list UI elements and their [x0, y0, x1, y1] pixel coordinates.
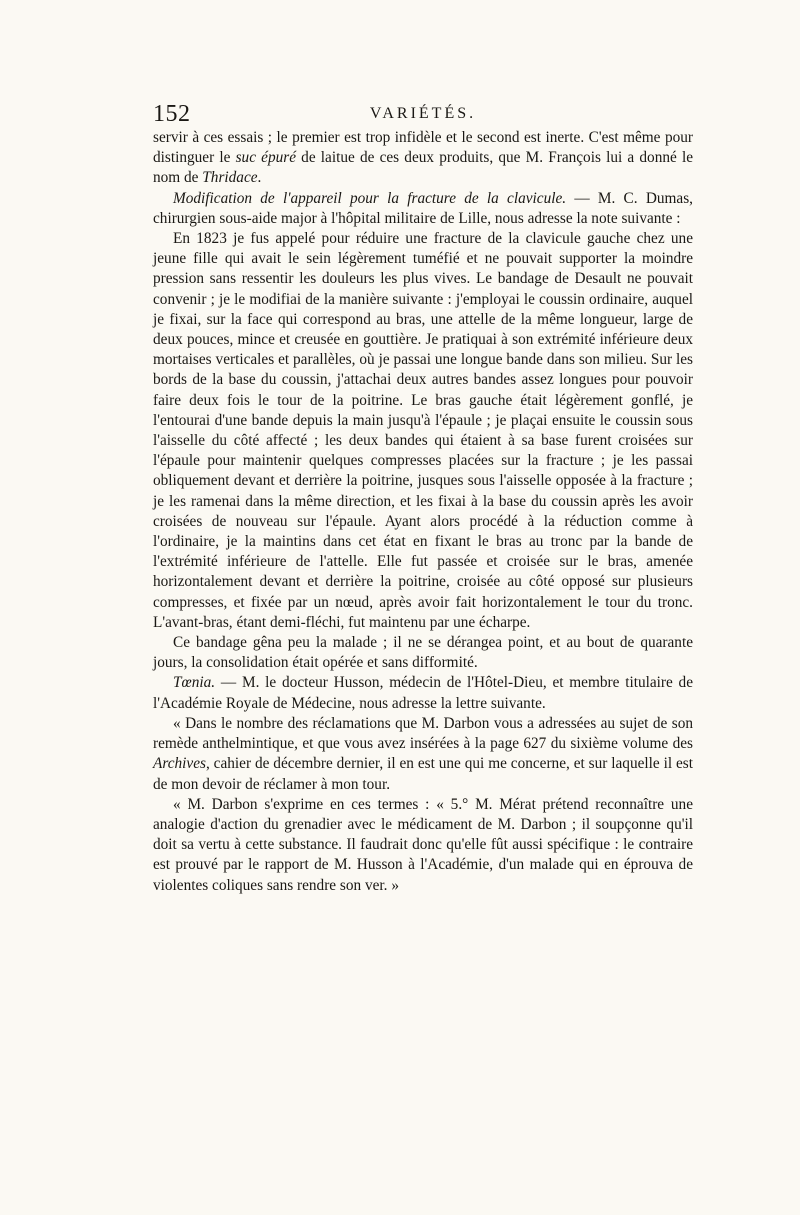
text-run: — M. C. Dumas, chirurgien sous-aide major à l'hôpital militaire de Lille, nous adresse la note suivante : — [153, 189, 693, 227]
paragraph-clavicle-intro — [153, 189, 693, 229]
paragraph-clavicle-outcome: Ce bandage gêna peu la malade ; il ne se dérangea point, et au bout de quarante jours, la consolidation était opérée et sans difformité. — [153, 634, 693, 672]
paragraph-letter-2: « M. Darbon s'exprime en ces termes : « 5.° M. Mérat prétend reconnaître une analogie d'action du grenadier avec le médicament de M. Darbon ; il soupçonne qu'il doit sa vertu à cette substance. Il faudrait donc qu'elle fût aussi spécifique : le contraire est prouvé par le rapport de M. Husson à l'Académie, d'un malade qui en éprouva de violentes coliques sans rendre son ver. » — [153, 795, 693, 894]
text-run: servir à ces essais ; le premier est trop infidèle et le second est inerte. C'est même pour distinguer le — [153, 129, 693, 167]
text-run: , cahier de décembre dernier, il en est une qui me concerne, et sur laquelle il est de mon devoir de réclamer à mon tour. — [153, 755, 693, 793]
section-title-clavicle: Modification de l'appareil pour la fracture de la clavicule. — [173, 189, 567, 207]
body-text — [153, 128, 693, 896]
text-run: — M. le docteur Husson, médecin de l'Hôtel-Dieu, et membre titulaire de l'Académie Royale de Médecine, nous adresse la lettre suivante. — [153, 674, 693, 712]
italic-term: Thridace — [202, 169, 258, 187]
text-run: de laitue de ces deux produits, que M. François lui a donné le nom de — [153, 149, 693, 187]
paragraph-taenia-intro — [153, 673, 693, 713]
page-number: 152 — [153, 101, 191, 127]
text-run: « Dans le nombre des réclamations que M. Darbon vous a adressées au sujet de son remède anthelmintique, et que vous avez insérées à la page 627 du sixième volume des — [153, 714, 693, 753]
italic-term: suc épuré — [235, 149, 296, 167]
paragraph-clavicle-case: En 1823 je fus appelé pour réduire une fracture de la clavicule gauche chez une jeune fille qui avait le sein légèrement tuméfié et ne pouvait supporter la moindre pression sans ressentir les douleurs les plus vives. Le bandage de Desault ne pouvait convenir ; je le modifiai de la manière suivante : j'employai le coussin ordinaire, auquel je fixai, sur la face qui correspond au bras, une attelle de la même longueur, large de deux pouces, mince et creusée en gouttière. Je pratiquai à son extrémité inférieure deux mortaises verticales et parallèles, où je passai une longue bande dans son milieu. Sur les bords de la base du coussin, j'attachai deux autres bandes assez longues pour pouvoir faire deux fois le tour de la poitrine. Le bras gauche était légèrement gonflé, je l'entourai d'une bande depuis la main jusqu'à l'épaule ; je plaçai ensuite le coussin sous l'aisselle du côté affecté ; les deux bandes qui étaient à sa base furent croisées sur l'épaule pour maintenir quelques compresses placées sur la fracture ; je les passai obliquement devant et derrière la poitrine, jusques sous l'aisselle opposée à la fracture ; je les ramenai dans la même direction, et les fixai à la base du coussin après les avoir croisées de nouveau sur l'épaule. Ayant alors procédé à la réduction comme à l'ordinaire, je la maintins dans cet état en fixant le bras au tronc par la bande de l'extrémité inférieure de l'attelle. Elle fut passée et croisée sur le bras, amenée horizontalement devant et derrière la poitrine, croisée au côté opposé sur plusieurs compresses, et fixée par un nœud, après avoir fait horizontalement le tour du tronc. L'avant-bras, étant demi-fléchi, fut maintenu par une écharpe. — [153, 230, 693, 631]
paragraph-letter-1 — [153, 714, 693, 795]
text-run: . — [257, 169, 262, 187]
section-title-taenia: Tœnia. — [173, 674, 216, 692]
paragraph-thridace — [153, 128, 693, 189]
page-header — [153, 101, 693, 127]
running-title: VARIÉTÉS. — [369, 105, 477, 122]
italic-term: Archives — [153, 755, 206, 773]
